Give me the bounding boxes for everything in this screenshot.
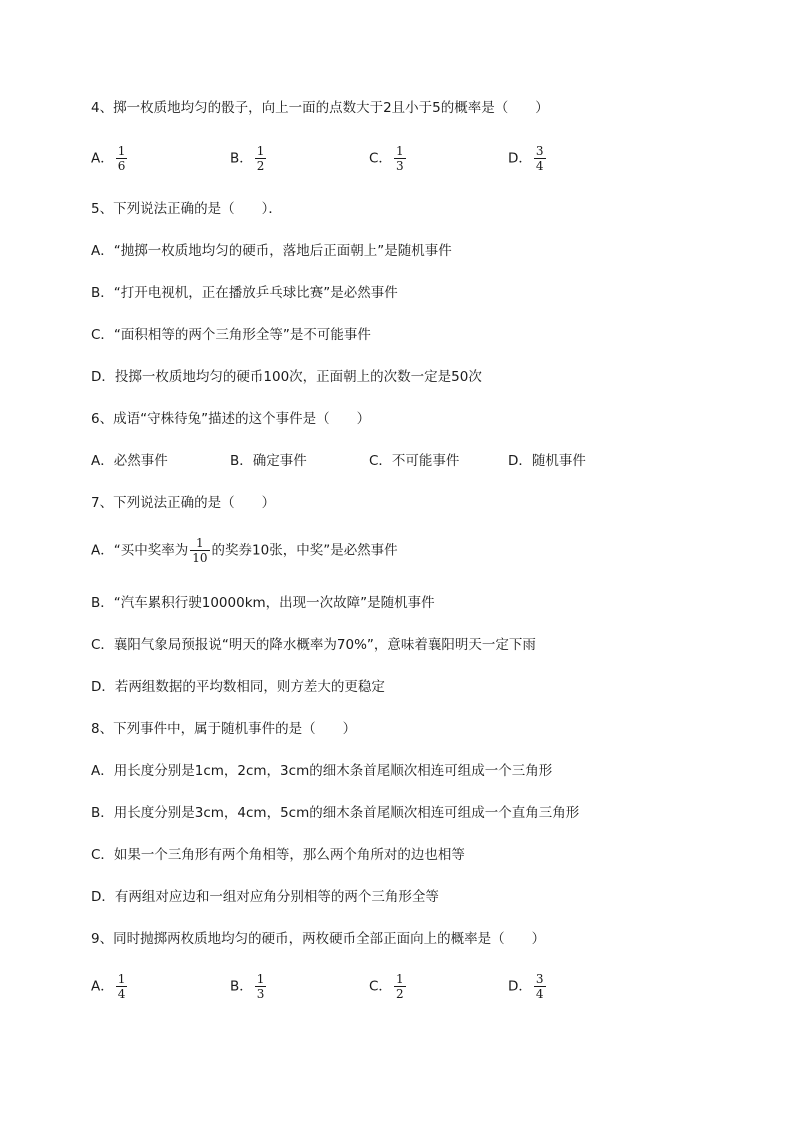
denominator: 2 <box>256 159 265 173</box>
option-label: B． <box>230 978 253 995</box>
option-label: A． <box>91 978 114 995</box>
question-6-option-b: B．确定事件 <box>230 453 307 469</box>
question-9-option-c <box>369 972 408 1001</box>
question-5-option-c: C．“面积相等的两个三角形全等”是不可能事件 <box>91 327 371 343</box>
option-label: C． <box>369 978 392 995</box>
option-label: C． <box>369 150 392 167</box>
question-4-option-d <box>508 144 548 173</box>
numerator: 1 <box>196 536 204 550</box>
denominator: 2 <box>395 987 404 1001</box>
question-4-option-c <box>369 144 408 173</box>
option-label: D． <box>508 150 532 167</box>
question-6-stem: 6、成语“守株待兔”描述的这个事件是（ ） <box>91 411 371 427</box>
fraction <box>255 972 267 1001</box>
question-5-stem: 5、下列说法正确的是（ ）． <box>91 201 282 217</box>
question-7-option-d: D．若两组数据的平均数相同，则方差大的更稳定 <box>91 679 385 695</box>
question-8-option-d: D．有两组对应边和一组对应角分别相等的两个三角形全等 <box>91 889 439 905</box>
numerator: 1 <box>117 972 126 986</box>
numerator: 3 <box>535 972 544 986</box>
fraction <box>255 144 267 173</box>
question-7-stem: 7、下列说法正确的是（ ） <box>91 495 276 511</box>
question-8-stem: 8、下列事件中，属于随机事件的是（ ） <box>91 721 357 737</box>
denominator: 4 <box>117 987 126 1001</box>
numerator: 1 <box>256 144 265 158</box>
question-4-option-b <box>230 144 268 173</box>
question-6-option-c: C．不可能事件 <box>369 453 460 469</box>
fraction <box>394 144 406 173</box>
question-7-option-c: C．襄阳气象局预报说“明天的降水概率为70%”，意味着襄阳明天一定下雨 <box>91 637 536 653</box>
numerator: 1 <box>395 144 404 158</box>
option-label: A． <box>91 150 114 167</box>
question-4-option-a <box>91 144 129 173</box>
option-a-suffix: 的奖券10张，中奖”是必然事件 <box>211 542 398 559</box>
denominator: 4 <box>535 987 544 1001</box>
numerator: 1 <box>256 972 265 986</box>
numerator: 1 <box>395 972 404 986</box>
denominator: 3 <box>395 159 404 173</box>
numerator: 3 <box>535 144 544 158</box>
question-9-option-b <box>230 972 268 1001</box>
question-9-stem: 9、同时抛掷两枚质地均匀的硬币，两枚硬币全部正面向上的概率是（ ） <box>91 931 546 947</box>
question-5-option-d: D．投掷一枚质地均匀的硬币100次，正面朝上的次数一定是50次 <box>91 369 482 385</box>
fraction <box>534 972 546 1001</box>
fraction <box>116 972 128 1001</box>
option-label: B． <box>230 150 253 167</box>
denominator: 4 <box>535 159 544 173</box>
numerator: 1 <box>117 144 126 158</box>
fraction <box>534 144 546 173</box>
question-8-option-a: A．用长度分别是1cm，2cm，3cm的细木条首尾顺次相连可组成一个三角形 <box>91 763 553 779</box>
question-7-option-a <box>91 536 398 565</box>
denominator: 6 <box>117 159 126 173</box>
question-8-option-c: C．如果一个三角形有两个角相等，那么两个角所对的边也相等 <box>91 847 465 863</box>
question-9-option-d <box>508 972 548 1001</box>
option-a-prefix: A．“买中奖率为 <box>91 542 189 559</box>
fraction <box>394 972 406 1001</box>
question-8-option-b: B．用长度分别是3cm，4cm，5cm的细木条首尾顺次相连可组成一个直角三角形 <box>91 805 580 821</box>
denominator: 10 <box>192 551 208 565</box>
question-7-option-b: B．“汽车累积行驶10000km，出现一次故障”是随机事件 <box>91 595 435 611</box>
question-5-option-a: A．“抛掷一枚质地均匀的硬币，落地后正面朝上”是随机事件 <box>91 243 452 259</box>
option-label: D． <box>508 978 532 995</box>
question-4-stem: 4、掷一枚质地均匀的骰子，向上一面的点数大于2且小于5的概率是（ ） <box>91 100 549 116</box>
question-5-option-b: B．“打开电视机，正在播放乒乓球比赛”是必然事件 <box>91 285 398 301</box>
fraction <box>190 536 209 565</box>
fraction <box>116 144 128 173</box>
question-6-option-a: A．必然事件 <box>91 453 168 469</box>
denominator: 3 <box>256 987 265 1001</box>
question-9-option-a <box>91 972 129 1001</box>
question-6-option-d: D．随机事件 <box>508 453 586 469</box>
